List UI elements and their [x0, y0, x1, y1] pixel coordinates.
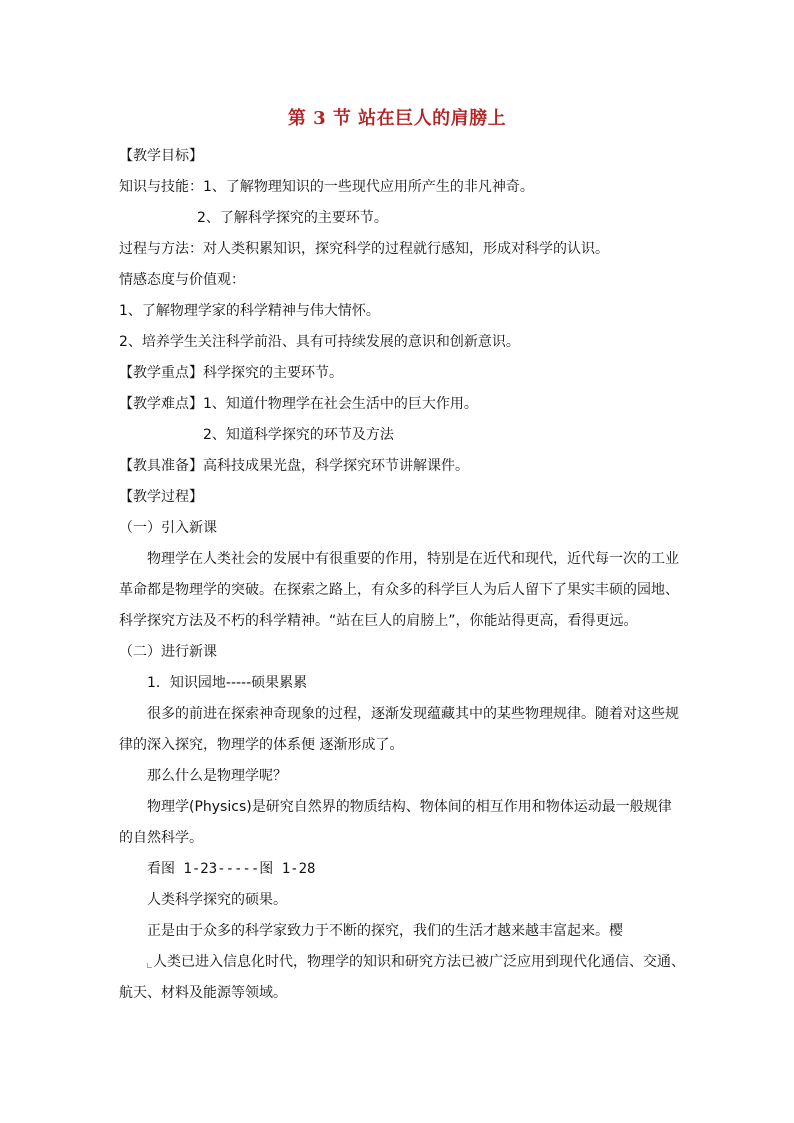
knowledge-skills-line: 知识与技能：1、了解物理知识的一些现代应用所产生的非凡神奇。	[119, 179, 534, 195]
attitude-values-item-2: 2、培养学生关注科学前沿、具有可持续发展的意识和创新意识。	[119, 334, 520, 350]
section-heading-process: 【教学过程】	[119, 489, 203, 505]
physics-definition-line-1: 物理学(Physics)是研究自然界的物质结构、物体间的相互作用和物体运动最一般规律	[147, 799, 672, 815]
key-point-line: 【教学重点】科学探究的主要环节。	[119, 365, 343, 381]
difficulty-line-1: 【教学难点】1、知道什物理学在社会生活中的巨大作用。	[119, 396, 478, 412]
physics-definition-line-2: 的自然科学。	[119, 830, 203, 846]
teaching-aids-line: 【教具准备】高科技成果光盘，科学探究环节讲解课件。	[119, 458, 469, 474]
achievements-line: 人类科学探究的硕果。	[147, 892, 287, 908]
process-method-line: 过程与方法：对人类积累知识，探究科学的过程就行感知，形成对科学的认识。	[119, 241, 609, 257]
figure-reference-line: 看图 1-23-----图 1-28	[147, 861, 316, 877]
question-what-is-physics: 那么什么是物理学呢？	[147, 768, 287, 784]
information-age-line-2: 航天、材料及能源等领域。	[119, 985, 287, 1001]
page-title: 第 3 节 站在巨人的肩膀上	[287, 108, 507, 129]
subsection-introduction: （一）引入新课	[119, 520, 217, 536]
paragraph-intro-line-1: 物理学在人类社会的发展中有很重要的作用，特别是在近代和现代，近代每一次的工业	[147, 551, 679, 567]
section-heading-objectives: 【教学目标】	[119, 148, 203, 164]
knowledge-skills-line-2: 2、了解科学探究的主要环节。	[197, 210, 388, 226]
attitude-values-item-1: 1、了解物理学家的科学精神与伟大情怀。	[119, 303, 380, 319]
paragraph-discovery-line-1: 很多的前进在探索神奇现象的过程，逐渐发现蕴藏其中的某些物理规律。随着对这些规	[147, 706, 679, 722]
knowledge-garden-heading: 1．知识园地-----硕果累累	[147, 675, 308, 691]
paragraph-intro-line-3: 科学探究方法及不朽的科学精神。“站在巨人的肩膀上”，你能站得更高，看得更远。	[119, 613, 638, 629]
attitude-values-heading: 情感态度与价值观：	[119, 272, 245, 288]
paragraph-intro-line-2: 革命都是物理学的突破。在探索之路上，有众多的科学巨人为后人留下了果实丰硕的园地、	[119, 582, 679, 598]
subsection-new-lesson: （二）进行新课	[119, 644, 217, 660]
paragraph-discovery-line-2: 律的深入探究，物理学的体系便 逐渐形成了。	[119, 737, 404, 753]
information-age-line-1: 人类已进入信息化时代，物理学的知识和研究方法已被广泛应用到现代化通信、交通、	[153, 954, 685, 970]
difficulty-line-2: 2、知道科学探究的环节及方法	[203, 427, 394, 443]
scientists-line: 正是由于众多的科学家致力于不断的探究，我们的生活才越来越丰富起来。樱	[147, 923, 623, 939]
small-mark-icon	[147, 963, 152, 968]
